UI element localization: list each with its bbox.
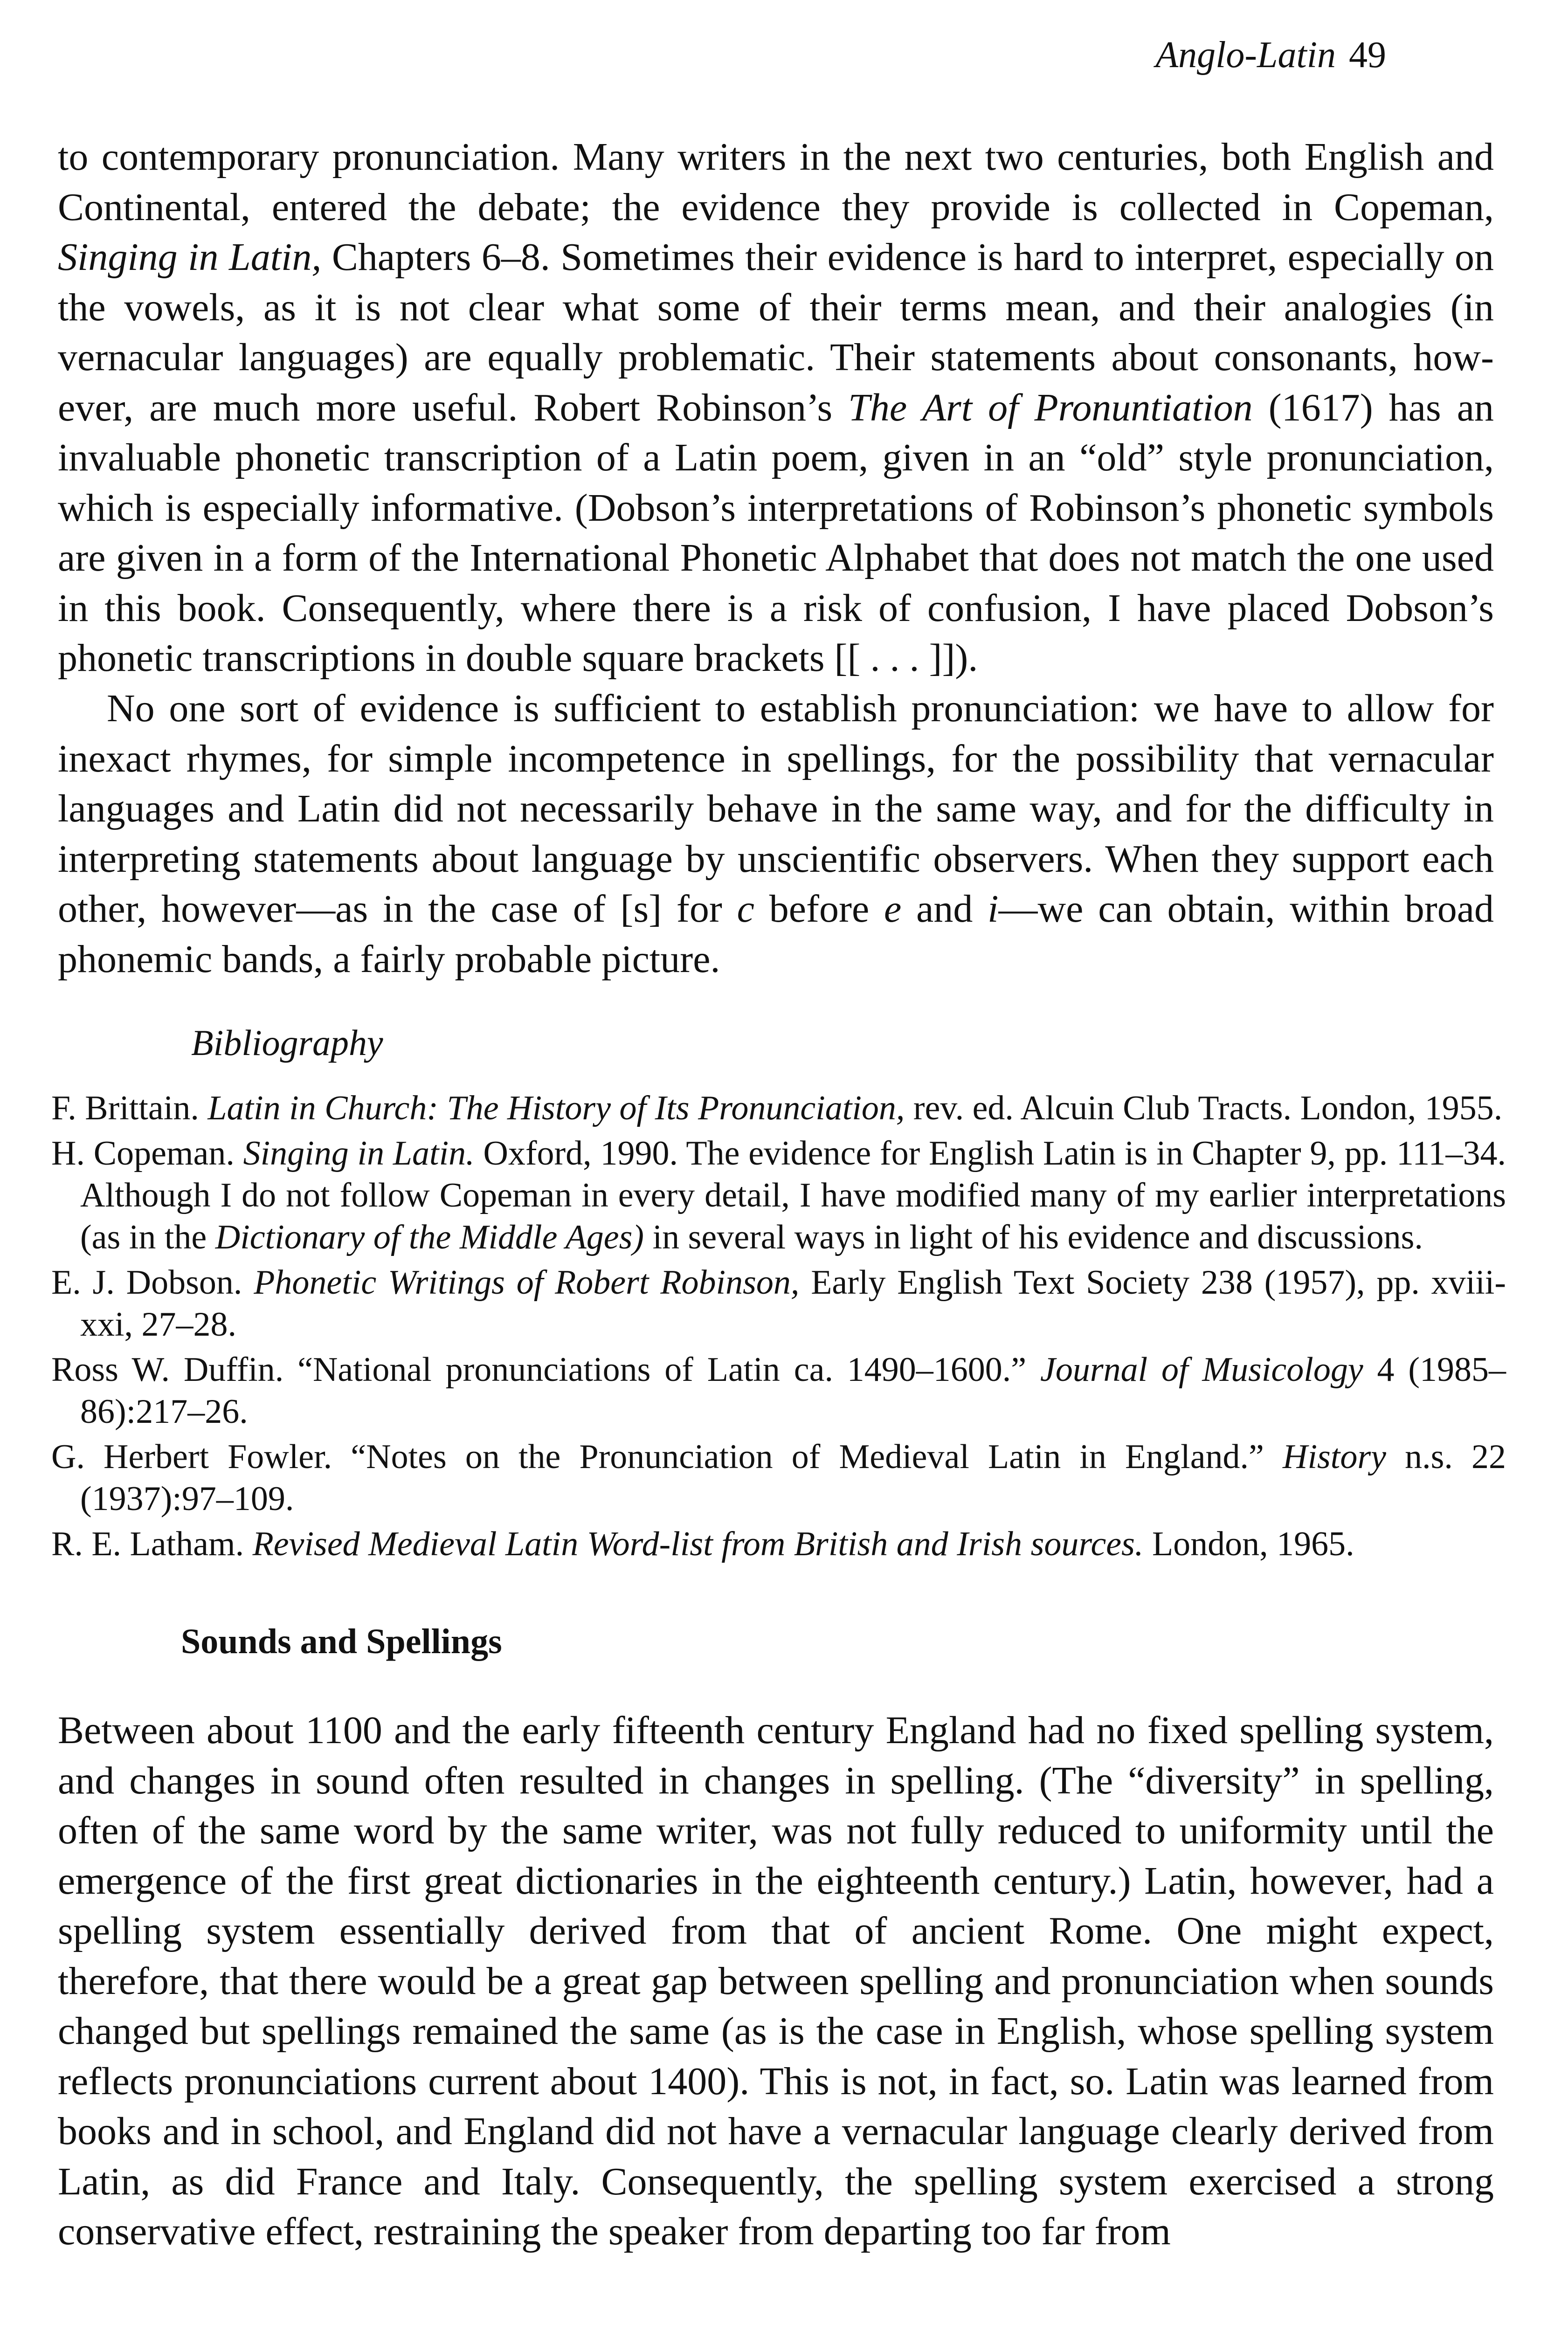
bib-author: Ross W. Duffin. [51, 1351, 298, 1389]
running-head-title: Anglo-Latin [1155, 34, 1336, 76]
italic-title-run: Singing in Latin, [58, 235, 322, 279]
text-run: —we can obtain, within broad phonemic bands, a fairly probable picture. [58, 887, 1494, 981]
bib-details: London, 1965. [1143, 1525, 1354, 1563]
bibliography-entry [51, 1087, 1506, 1129]
section-heading: Sounds and Spellings [181, 1622, 502, 1661]
bib-title: Phonetic Writings of Robert Robinson, [254, 1263, 800, 1302]
running-head [1155, 36, 1386, 74]
italic-letter: c [737, 887, 754, 931]
bib-author: G. Herbert Fowler. [51, 1438, 351, 1476]
bib-details: Oxford, 1990. The evidence for English Latin is in Chapter 9, pp. 111–34. Although I do not follow Copeman in every detail, I have modified many of my earlier interpretations (as in the [80, 1134, 1506, 1256]
bibliography-entry [51, 1132, 1506, 1258]
body-paragraph-1 [58, 132, 1494, 683]
bib-details: n.s. 22 (1937):97–109. [80, 1438, 1506, 1518]
body-paragraph-2 [58, 683, 1494, 984]
italic-title-run: The Art of Pronuntiation [848, 386, 1253, 429]
bibliography-entry [51, 1436, 1506, 1520]
text-run: and [901, 887, 988, 931]
text-run: (1617) has an invaluable phonetic transcription of a Latin poem, given in an “old” style pronunciation, which is especially informative. (Dobson’s interpretations of Robinson’s phonetic symbols are given in a form of the International Phonetic Alphabet that does not match the one used in this book. Consequently, where there is a risk of confusion, I have placed Dobson’s phonetic transcriptions in double square brackets [[ . . . ]]). [58, 386, 1494, 680]
text-run: before [754, 887, 884, 931]
bib-details: rev. ed. Alcuin Club Tracts. London, 1955. [905, 1089, 1503, 1127]
bib-title: Latin in Church: The History of Its Pronunciation, [207, 1089, 905, 1127]
body-paragraph-3: Between about 1100 and the early fifteenth century England had no fixed spelling system, and changes in sound often resulted in changes in spelling. (The “diversity” in spelling, often of the same word by the same writer, was not fully reduced to uniformity until the emergence of the first great dictionaries in the eighteenth century.) Latin, however, had a spelling system essentially derived from that of ancient Rome. One might expect, therefore, that there would be a great gap between spelling and pronunciation when sounds changed but spellings remained the same (as is the case in English, whose spelling system reflects pronunciations current about 1400). This is not, in fact, so. Latin was learned from books and in school, and England did not have a vernacular language clearly derived from Latin, as did France and Italy. Consequently, the spelling system exercised a strong conservative effect, restraining the speaker from departing too far from [58, 1709, 1494, 2253]
bibliography-heading: Bibliography [191, 1022, 383, 1063]
bib-author: R. E. Latham. [51, 1525, 253, 1563]
bibliography-entry [51, 1262, 1506, 1345]
bib-details: 4 (1985–86):217–26. [80, 1351, 1506, 1431]
bib-details: in several ways in light of his evidence and discussions. [644, 1218, 1423, 1256]
bib-details: Early English Text Society 238 (1957), pp. xviii-xxi, 27–28. [80, 1263, 1506, 1344]
bib-author: H. Copeman. [51, 1134, 243, 1172]
bib-author: F. Brittain. [51, 1089, 208, 1127]
text-run: Chapters 6–8. Sometimes their evidence is hard to interpret, especially on the vowels, as it is not clear what some of their terms mean, and their analogies (in vernacular languages) are equally problematic. Their statements about consonants, however, are much more useful. Robert Robinson’s [58, 235, 1494, 429]
text-run: to contemporary pronunciation. Many writers in the next two centuries, both English and Continental, entered the debate; the evidence they provide is collected in Copeman, [58, 135, 1494, 229]
bib-title: History [1283, 1438, 1386, 1476]
bib-article-title: “Notes on the Pronunciation of Medieval Latin in England.” [351, 1438, 1283, 1476]
bib-author: E. J. Dobson. [51, 1263, 254, 1302]
bib-title: Journal of Musicology [1040, 1351, 1363, 1389]
bibliography-entry [51, 1349, 1506, 1433]
bibliography-list [51, 1087, 1506, 1568]
italic-letter: e [884, 887, 902, 931]
page-number: 49 [1349, 34, 1386, 76]
bibliography-entry [51, 1523, 1506, 1565]
bib-title: Dictionary of the Middle Ages) [215, 1218, 644, 1256]
bib-title: Singing in Latin. [243, 1134, 475, 1172]
italic-letter: i [988, 887, 999, 931]
text-run: No one sort of evidence is sufficient to establish pronunciation: we have to allow for inexact rhymes, for simple incompetence in spellings, for the possibility that vernacular languages and Latin did not necessarily behave in the same way, and for the difficulty in interpreting statements about language by unscientific observers. When they support each other, however—as in the case of [s] for [58, 687, 1494, 931]
bib-title: Revised Medieval Latin Word-list from British and Irish sources. [252, 1525, 1144, 1563]
bib-article-title: “National pronunciations of Latin ca. 1490–1600.” [297, 1351, 1040, 1389]
